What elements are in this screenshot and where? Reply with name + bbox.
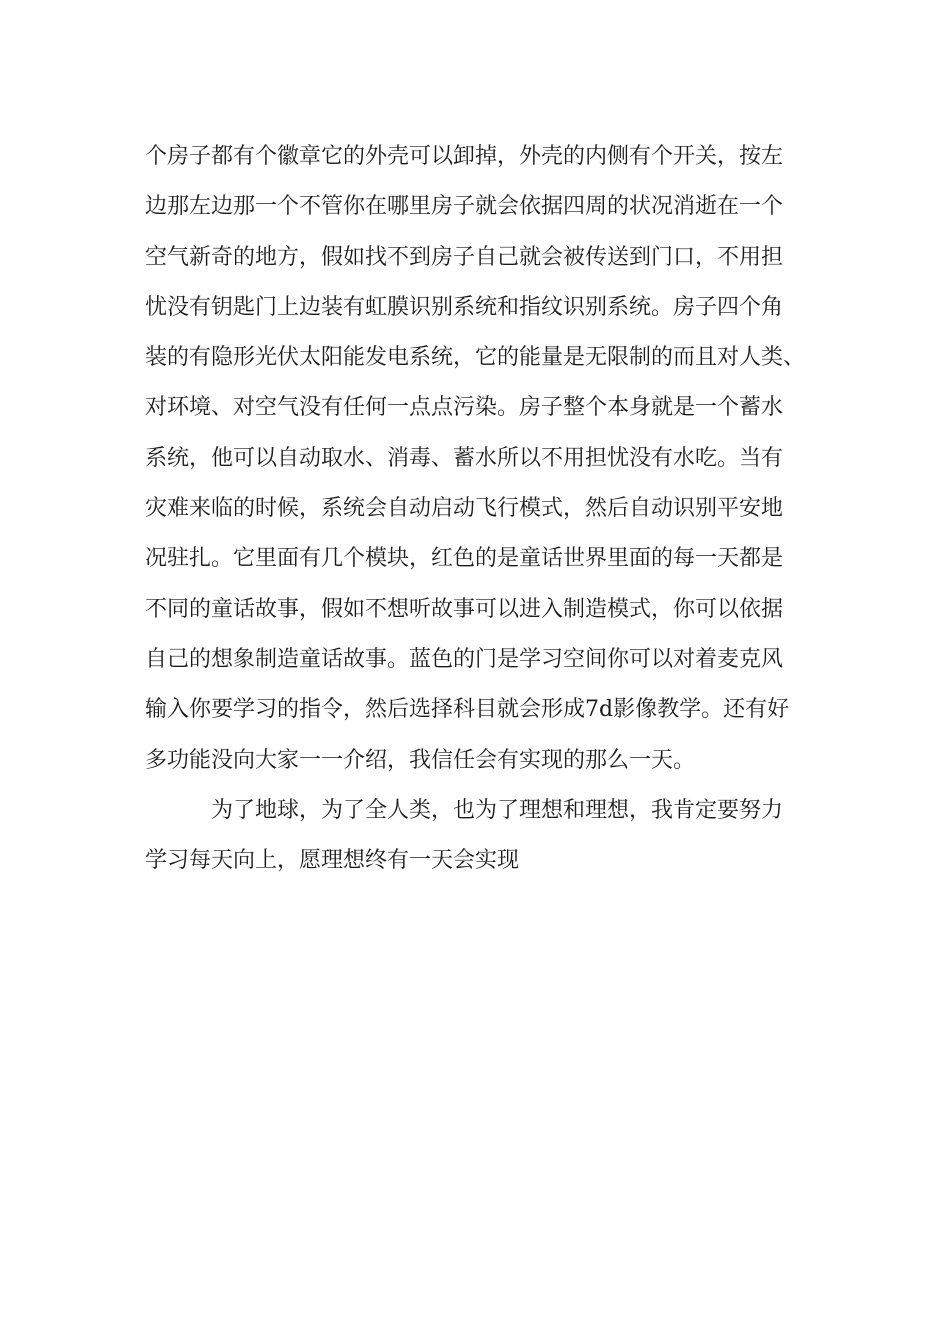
paragraph-line: 不同的童话故事，假如不想听故事可以进入制造模式，你可以依据 bbox=[145, 596, 784, 622]
paragraph-2 bbox=[145, 786, 845, 887]
document-body bbox=[145, 132, 845, 886]
paragraph-line: 装的有隐形光伏太阳能发电系统，它的能量是无限制的而且对人类、 bbox=[145, 345, 806, 371]
paragraph-1 bbox=[145, 132, 845, 786]
paragraph-line: 为了地球，为了全人类，也为了理想和理想，我肯定要努力 bbox=[211, 797, 784, 823]
paragraph-line: 忧没有钥匙门上边装有虹膜识别系统和指纹识别系统。房子四个角 bbox=[145, 294, 784, 320]
paragraph-line: 况驻扎。它里面有几个模块，红色的是童话世界里面的每一天都是 bbox=[145, 546, 784, 572]
paragraph-line: 学习每天向上，愿理想终有一天会实现 bbox=[145, 848, 520, 874]
paragraph-line: 空气新奇的地方，假如找不到房子自己就会被传送到门口，不用担 bbox=[145, 244, 784, 270]
paragraph-line: 多功能没向大家一一介绍，我信任会有实现的那么一天。 bbox=[145, 747, 696, 773]
paragraph-line: 边那左边那一个不管你在哪里房子就会依据四周的状况消逝在一个 bbox=[145, 194, 784, 220]
paragraph-line: 输入你要学习的指令，然后选择科目就会形成7d影像教学。还有好 bbox=[145, 697, 790, 723]
paragraph-line: 自己的想象制造童话故事。蓝色的门是学习空间你可以对着麦克风 bbox=[145, 646, 784, 672]
paragraph-line: 灾难来临的时候，系统会自动启动飞行模式，然后自动识别平安地 bbox=[145, 496, 784, 522]
paragraph-line: 系统，他可以自动取水、消毒、蓄水所以不用担忧没有水吃。当有 bbox=[145, 445, 784, 471]
paragraph-line: 对环境、对空气没有任何一点点污染。房子整个本身就是一个蓄水 bbox=[145, 395, 784, 421]
paragraph-line: 个房子都有个徽章它的外壳可以卸掉，外壳的内侧有个开关，按左 bbox=[145, 144, 784, 169]
